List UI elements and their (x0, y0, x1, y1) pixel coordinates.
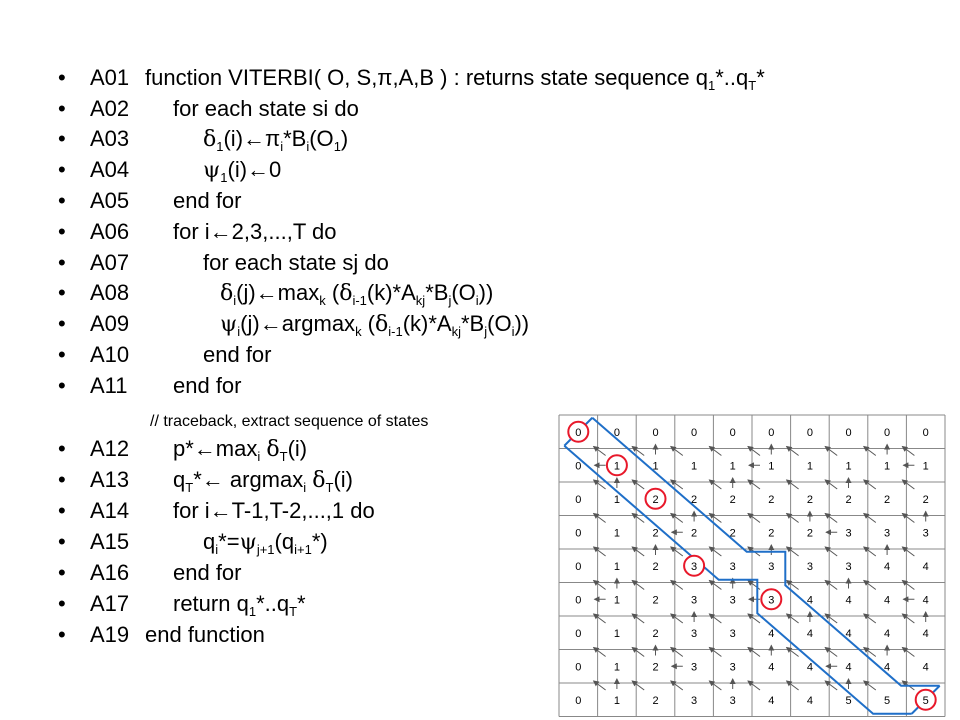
grid-cell-value: 3 (729, 694, 736, 707)
bullet: • (58, 467, 66, 492)
backpointer-arrow (671, 581, 683, 590)
line-text: for i←T-1,T-2,...,1 do (173, 498, 375, 523)
bullet: • (58, 280, 66, 305)
grid-cell-value: 2 (652, 493, 659, 506)
grid-cell-value: 5 (922, 694, 929, 707)
grid-cell-value: 4 (884, 627, 891, 640)
bullet: • (58, 560, 66, 585)
grid-cell-value: 2 (729, 493, 736, 506)
backpointer-arrow (902, 514, 914, 523)
backpointer-arrow (671, 447, 683, 456)
backpointer-arrow (671, 681, 683, 690)
bullet: • (58, 311, 66, 336)
line-number: A09 (90, 311, 130, 336)
bullet: • (58, 342, 66, 367)
backpointer-arrow (594, 514, 606, 523)
backpointer-arrow (825, 648, 837, 657)
backpointer-arrow (902, 547, 914, 556)
grid-cell-value: 2 (884, 493, 891, 506)
grid-cell-value: 4 (845, 627, 852, 640)
line-number: A12 (90, 436, 130, 461)
grid-cell-value: 5 (845, 694, 852, 707)
grid-cell-value: 4 (806, 594, 813, 607)
grid-cell-value: 5 (884, 694, 891, 707)
line-number: A05 (90, 188, 130, 213)
grid-cell-value: 2 (768, 493, 775, 506)
grid-cell-value: 3 (922, 527, 929, 540)
line-number: A17 (90, 591, 130, 616)
backpointer-arrow (709, 648, 721, 657)
backpointer-arrow (825, 447, 837, 456)
grid-cell-value: 2 (652, 661, 659, 674)
grid-cell-value: 1 (613, 661, 620, 674)
grid-cell-value: 4 (922, 594, 929, 607)
grid-cell-value: 1 (652, 460, 659, 473)
bullet: • (58, 529, 66, 554)
grid-cell-value: 1 (613, 694, 620, 707)
grid-cell-value: 0 (613, 426, 620, 439)
backpointer-arrow (825, 581, 837, 590)
grid-cell-value: 0 (729, 426, 736, 439)
grid-cell-value: 2 (768, 527, 775, 540)
backpointer-arrow (864, 480, 876, 489)
bullet: • (58, 219, 66, 244)
grid-cell-value: 0 (575, 426, 582, 439)
grid-cell-value: 2 (691, 527, 698, 540)
grid-cell-value: 4 (922, 627, 929, 640)
backpointer-arrow (594, 681, 606, 690)
grid-cell-value: 3 (806, 560, 813, 573)
grid-cell-value: 3 (884, 527, 891, 540)
bullet: • (58, 96, 66, 121)
backpointer-arrow (671, 614, 683, 623)
grid-cell-value: 0 (922, 426, 929, 439)
grid-cell-value: 1 (768, 460, 775, 473)
backpointer-arrow (632, 581, 644, 590)
grid-cell-value: 0 (691, 426, 698, 439)
grid-cell-value: 3 (845, 527, 852, 540)
grid-cell-value: 2 (652, 527, 659, 540)
grid-cell-value: 4 (922, 661, 929, 674)
grid-cell-value: 4 (884, 560, 891, 573)
grid-cell-value: 2 (652, 560, 659, 573)
backpointer-arrow (671, 648, 683, 657)
bullet: • (58, 498, 66, 523)
grid-cell-value: 2 (652, 594, 659, 607)
grid-cell-value: 3 (729, 560, 736, 573)
backpointer-arrow (864, 614, 876, 623)
backpointer-arrow (864, 681, 876, 690)
backpointer-arrow (671, 514, 683, 523)
line-number: A13 (90, 467, 130, 492)
grid-cell-value: 4 (768, 627, 775, 640)
line-text: end for (173, 560, 242, 585)
line-text: return $q_1*..q_T*$ (173, 591, 306, 619)
grid-cell-value: 1 (613, 527, 620, 540)
grid-cell-value: 0 (806, 426, 813, 439)
backpointer-arrow (748, 648, 760, 657)
backpointer-arrow (632, 614, 644, 623)
grid-cell-value: 3 (768, 594, 775, 607)
bullet: • (58, 436, 66, 461)
line-text: end function (145, 622, 265, 647)
grid-cell-value: 2 (922, 493, 929, 506)
backpointer-arrow (632, 480, 644, 489)
grid-cell-value: 4 (768, 661, 775, 674)
backpointer-arrow (787, 447, 799, 456)
backpointer-arrow (825, 480, 837, 489)
bullet: • (58, 157, 66, 182)
line-text: $p*\leftarrow\max_i$ $\delta_T(i)$ (173, 436, 308, 464)
line-text: for each state sj do (203, 250, 389, 275)
grid-cell-value: 3 (691, 594, 698, 607)
grid-cell-value: 1 (845, 460, 852, 473)
grid-cell-value: 3 (729, 594, 736, 607)
backpointer-arrow (825, 547, 837, 556)
grid-cell-value: 4 (884, 661, 891, 674)
line-number: A03 (90, 126, 130, 151)
grid-cell-value: 4 (806, 661, 813, 674)
grid-cell-value: 4 (768, 694, 775, 707)
bullet: • (58, 591, 66, 616)
grid-cell-value: 3 (691, 661, 698, 674)
grid-cell-value: 0 (884, 426, 891, 439)
line-number: A02 (90, 96, 130, 121)
bullet: • (58, 373, 66, 398)
line-number: A10 (90, 342, 130, 367)
line-number: A01 (90, 65, 130, 90)
line-text: $\delta_i(j)\leftarrow\max_k$ $(\delta_{i-1}(k)*A_{kj}*B_j(O_i))$ (220, 280, 494, 308)
grid-cell-value: 2 (845, 493, 852, 506)
grid-cell-value: 0 (575, 661, 582, 674)
backpointer-arrow (864, 447, 876, 456)
grid-cell-value: 0 (768, 426, 775, 439)
grid-cell-value: 1 (613, 493, 620, 506)
grid-cell-value: 3 (768, 560, 775, 573)
bullet: • (58, 65, 66, 90)
backpointer-arrow (709, 681, 721, 690)
grid-cell-value: 0 (575, 627, 582, 640)
grid-cell-value: 2 (806, 493, 813, 506)
backpointer-arrow (787, 480, 799, 489)
line-text: end for (173, 373, 242, 398)
line-number: A07 (90, 250, 130, 275)
line-text: for i←2,3,...,T do (173, 219, 337, 244)
grid-cell-value: 0 (575, 694, 582, 707)
grid-cell-value: 3 (691, 627, 698, 640)
grid-cell-value: 2 (806, 527, 813, 540)
backpointer-arrow (632, 681, 644, 690)
backpointer-arrow (632, 547, 644, 556)
line-number: A08 (90, 280, 130, 305)
backpointer-arrow (787, 614, 799, 623)
grid-cell-value: 4 (806, 627, 813, 640)
grid-cell-value: 2 (652, 694, 659, 707)
backpointer-arrow (902, 648, 914, 657)
grid-cell-value: 3 (729, 661, 736, 674)
grid-cell-value: 1 (922, 460, 929, 473)
line-number: A16 (90, 560, 130, 585)
backpointer-arrow (864, 547, 876, 556)
line-number: A15 (90, 529, 130, 554)
line-number: A04 (90, 157, 130, 182)
line-text: $q_i*=\psi_{j+1}(q_{i+1}*)$ (203, 529, 328, 557)
line-text: for each state si do (173, 96, 359, 121)
backpointer-arrow (864, 514, 876, 523)
grid-cell-value: 4 (845, 661, 852, 674)
grid-cell-value: 4 (884, 594, 891, 607)
bullet: • (58, 126, 66, 151)
grid-cell-value: 0 (845, 426, 852, 439)
backpointer-arrow (709, 614, 721, 623)
line-number: A11 (90, 373, 128, 398)
grid-cell-value: 1 (729, 460, 736, 473)
grid-cell-value: 2 (729, 527, 736, 540)
backpointer-arrow (594, 447, 606, 456)
grid-cell-value: 0 (575, 493, 582, 506)
grid-cell-value: 2 (652, 627, 659, 640)
grid-cell-value: 0 (575, 560, 582, 573)
grid-cell-value: 3 (691, 694, 698, 707)
grid-cell-value: 1 (806, 460, 813, 473)
grid-cell-value: 1 (613, 460, 620, 473)
line-number: A19 (90, 622, 130, 647)
backpointer-arrow (748, 514, 760, 523)
backpointer-arrow (902, 480, 914, 489)
bullet: • (58, 250, 66, 275)
line-number: A06 (90, 219, 130, 244)
backpointer-arrow (787, 514, 799, 523)
bullet: • (58, 622, 66, 647)
grid-cell-value: 3 (691, 560, 698, 573)
grid-cell-value: 1 (613, 627, 620, 640)
backpointer-arrow (594, 614, 606, 623)
backpointer-arrow (902, 447, 914, 456)
backpointer-arrow (825, 514, 837, 523)
backpointer-arrow (632, 648, 644, 657)
backpointer-arrow (709, 547, 721, 556)
line-text: $q_T*\leftarrow$ argmax$_i$ $\delta_T(i)$ (173, 467, 354, 495)
line-text: $\psi_1(i)\leftarrow 0$ (203, 157, 282, 185)
backpointer-arrow (709, 447, 721, 456)
backpointer-arrow (787, 681, 799, 690)
backpointer-arrow (709, 581, 721, 590)
grid-cell-value: 0 (652, 426, 659, 439)
backpointer-arrow (748, 681, 760, 690)
grid-cell-value: 1 (613, 594, 620, 607)
line-text: end for (203, 342, 272, 367)
backpointer-arrow (902, 581, 914, 590)
backpointer-arrow (709, 480, 721, 489)
line-text: end for (173, 188, 242, 213)
backpointer-arrow (787, 547, 799, 556)
backpointer-arrow (902, 614, 914, 623)
grid-cell-value: 0 (575, 527, 582, 540)
backpointer-arrow (594, 547, 606, 556)
grid-cell-value: 0 (575, 594, 582, 607)
bullet: • (58, 188, 66, 213)
grid-cell-value: 1 (691, 460, 698, 473)
line-text: $\delta_1(i)\leftarrow\pi_i*B_i(O_1)$ (203, 126, 349, 154)
grid-cell-value: 1 (613, 560, 620, 573)
line-number: A14 (90, 498, 130, 523)
line-text: $\psi_i(j)\leftarrow argmax_k$ $(\delta_{i-1}(k)*A_{kj}*B_j(O_i))$ (220, 311, 530, 339)
grid-cell-value: 0 (575, 460, 582, 473)
grid-cell-value: 4 (806, 694, 813, 707)
traceback-comment: // traceback, extract sequence of states (150, 413, 429, 430)
grid-cell-value: 3 (845, 560, 852, 573)
backpointer-arrow (748, 480, 760, 489)
grid-cell-value: 4 (922, 560, 929, 573)
backpointer-arrow (748, 447, 760, 456)
backpointer-arrow (864, 581, 876, 590)
backpointer-arrow (594, 581, 606, 590)
line-text: function VITERBI( O, S,π,A,B ) : returns state sequence $q_1*..q_T*$ (145, 65, 765, 93)
grid-cell-value: 3 (729, 627, 736, 640)
grid-cell-value: 2 (691, 493, 698, 506)
grid-cell-value: 4 (845, 594, 852, 607)
backpointer-arrow (594, 648, 606, 657)
grid-cell-value: 1 (884, 460, 891, 473)
